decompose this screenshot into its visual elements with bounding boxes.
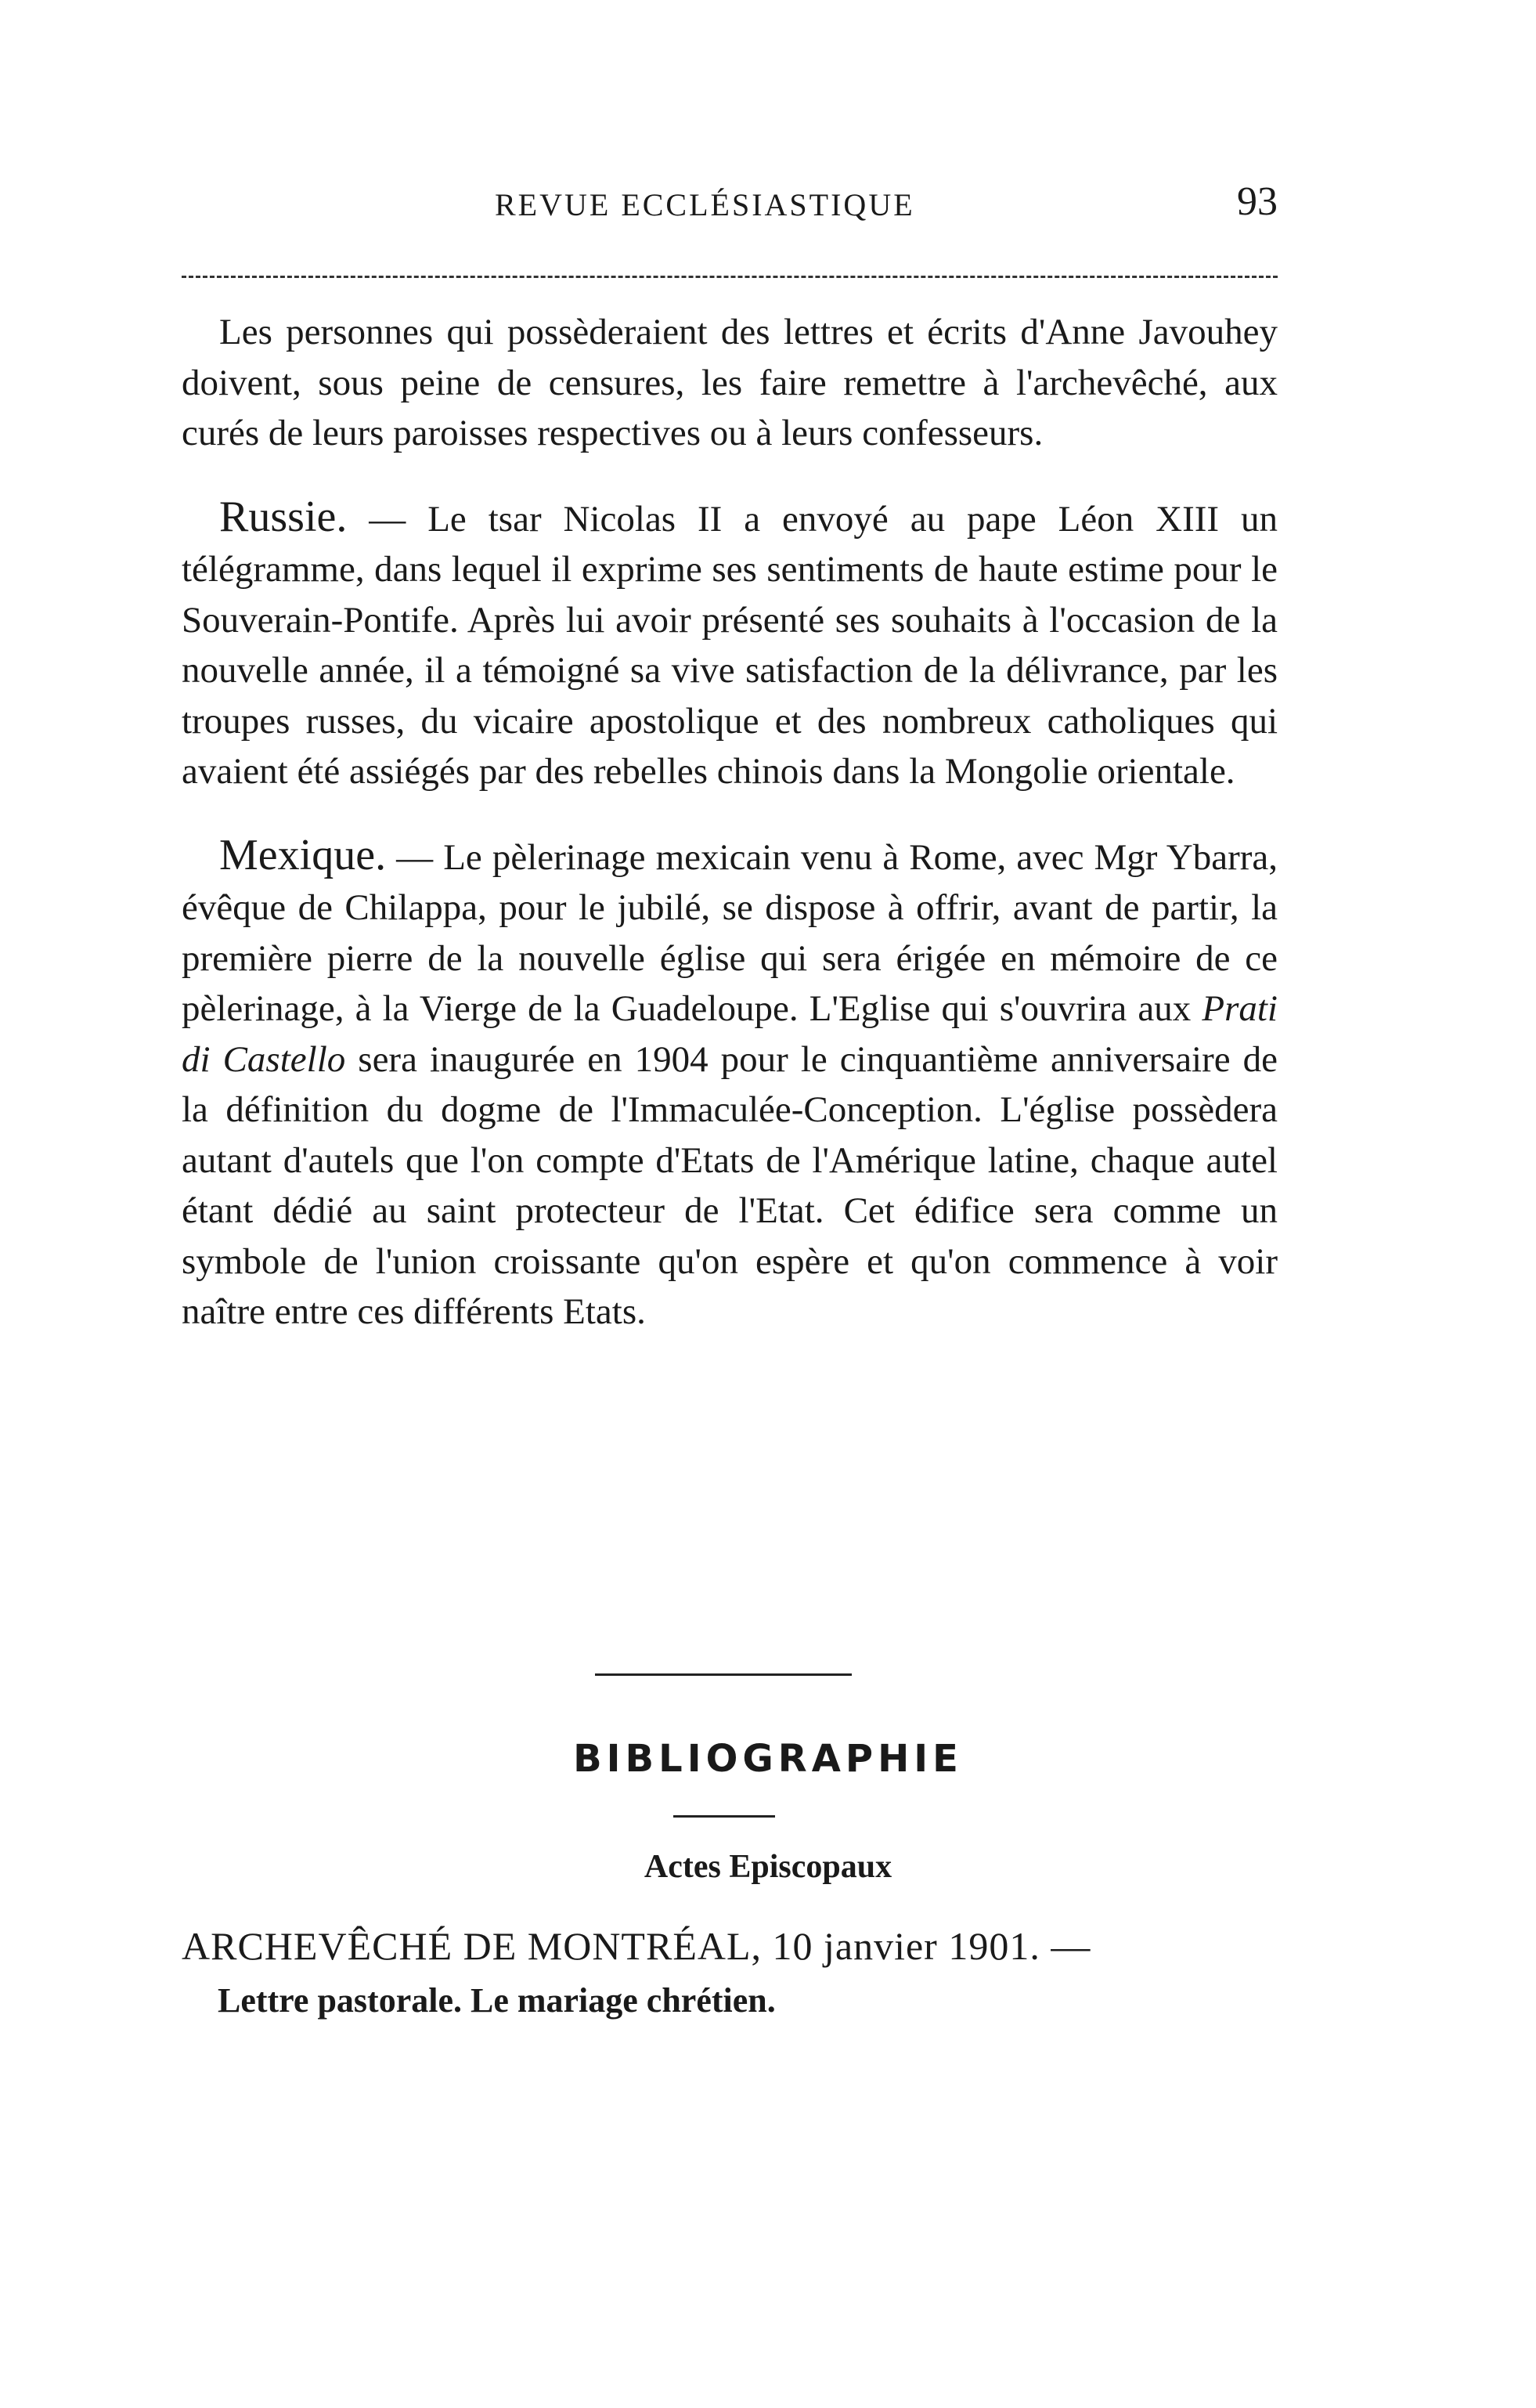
paragraph-mexique — [182, 830, 1278, 1338]
entry-heading: ARCHEVÊCHÉ DE MONTRÉAL, 10 janvier 1901. — — [182, 1924, 1091, 1968]
paragraph-lead: Mexique. — [219, 830, 387, 879]
page-number: 93 — [1237, 179, 1278, 224]
subsection-title: Actes Episcopaux — [644, 1849, 892, 1885]
paragraph-text: sera inaugurée en 1904 pour le cinquantième anniversaire de la définition du dogme de l'Immaculée-Conception. L'église possèdera autant d'autels que l'on compte d'Etats de l'Amérique latine, chaque autel étant dédié au saint protecteur de l'Etat. Cet édifice sera comme un symbole de l'union croissante qu'on espère et qu'on commence à voir naître entre ces différents Etats. — [182, 1038, 1278, 1332]
entry-detail: Lettre pastorale. Le mariage chrétien. — [218, 1981, 776, 2020]
paragraph-javouhey — [182, 307, 1278, 459]
running-head — [182, 179, 1278, 233]
paragraph-text: Les personnes qui possèderaient des lettres et écrits d'Anne Javouhey doivent, sous peine de censures, les faire remettre à l'archevêché, aux curés de leurs paroisses respectives ou à leurs confesseurs. — [182, 312, 1278, 453]
title-underline — [673, 1815, 775, 1818]
journal-title: REVUE ECCLÉSIASTIQUE — [495, 187, 915, 222]
paragraph-text: — Le pèlerinage mexicain venu à Rome, avec Mgr Ybarra, évêque de Chilappa, pour le jubilé, se dispose à offrir, avant de partir, la première pierre de la nouvelle église qui sera érigée en mémoire de ce pèlerinage, à la Vierge de la Guadeloupe. L'Eglise qui s'ouvrira aux — [182, 836, 1278, 1029]
body-text — [182, 307, 1278, 1338]
paragraph-lead: Russie. — [219, 492, 348, 541]
italic-place-name: Prati di Castello — [182, 988, 1278, 1080]
paragraph-russie — [182, 492, 1278, 797]
paragraph-text: — Le tsar Nicolas II a envoyé au pape Léon XIII un télégramme, dans lequel il exprime ses sentiments de haute estime pour le Souverain-Pontife. Après lui avoir présenté ses souhaits à l'occasion de la nouvelle année, il a témoigné sa vive satisfaction de la délivrance, par les troupes russes, du vicaire apostolique et des nombreux catholiques qui avaient été assiégés par des rebelles chinois dans la Mongolie orientale. — [182, 498, 1278, 792]
bibliography-entry — [182, 1919, 1278, 2028]
section-divider — [595, 1673, 852, 1676]
section-title: BIBLIOGRAPHIE — [573, 1737, 963, 1781]
header-rule — [182, 276, 1278, 278]
